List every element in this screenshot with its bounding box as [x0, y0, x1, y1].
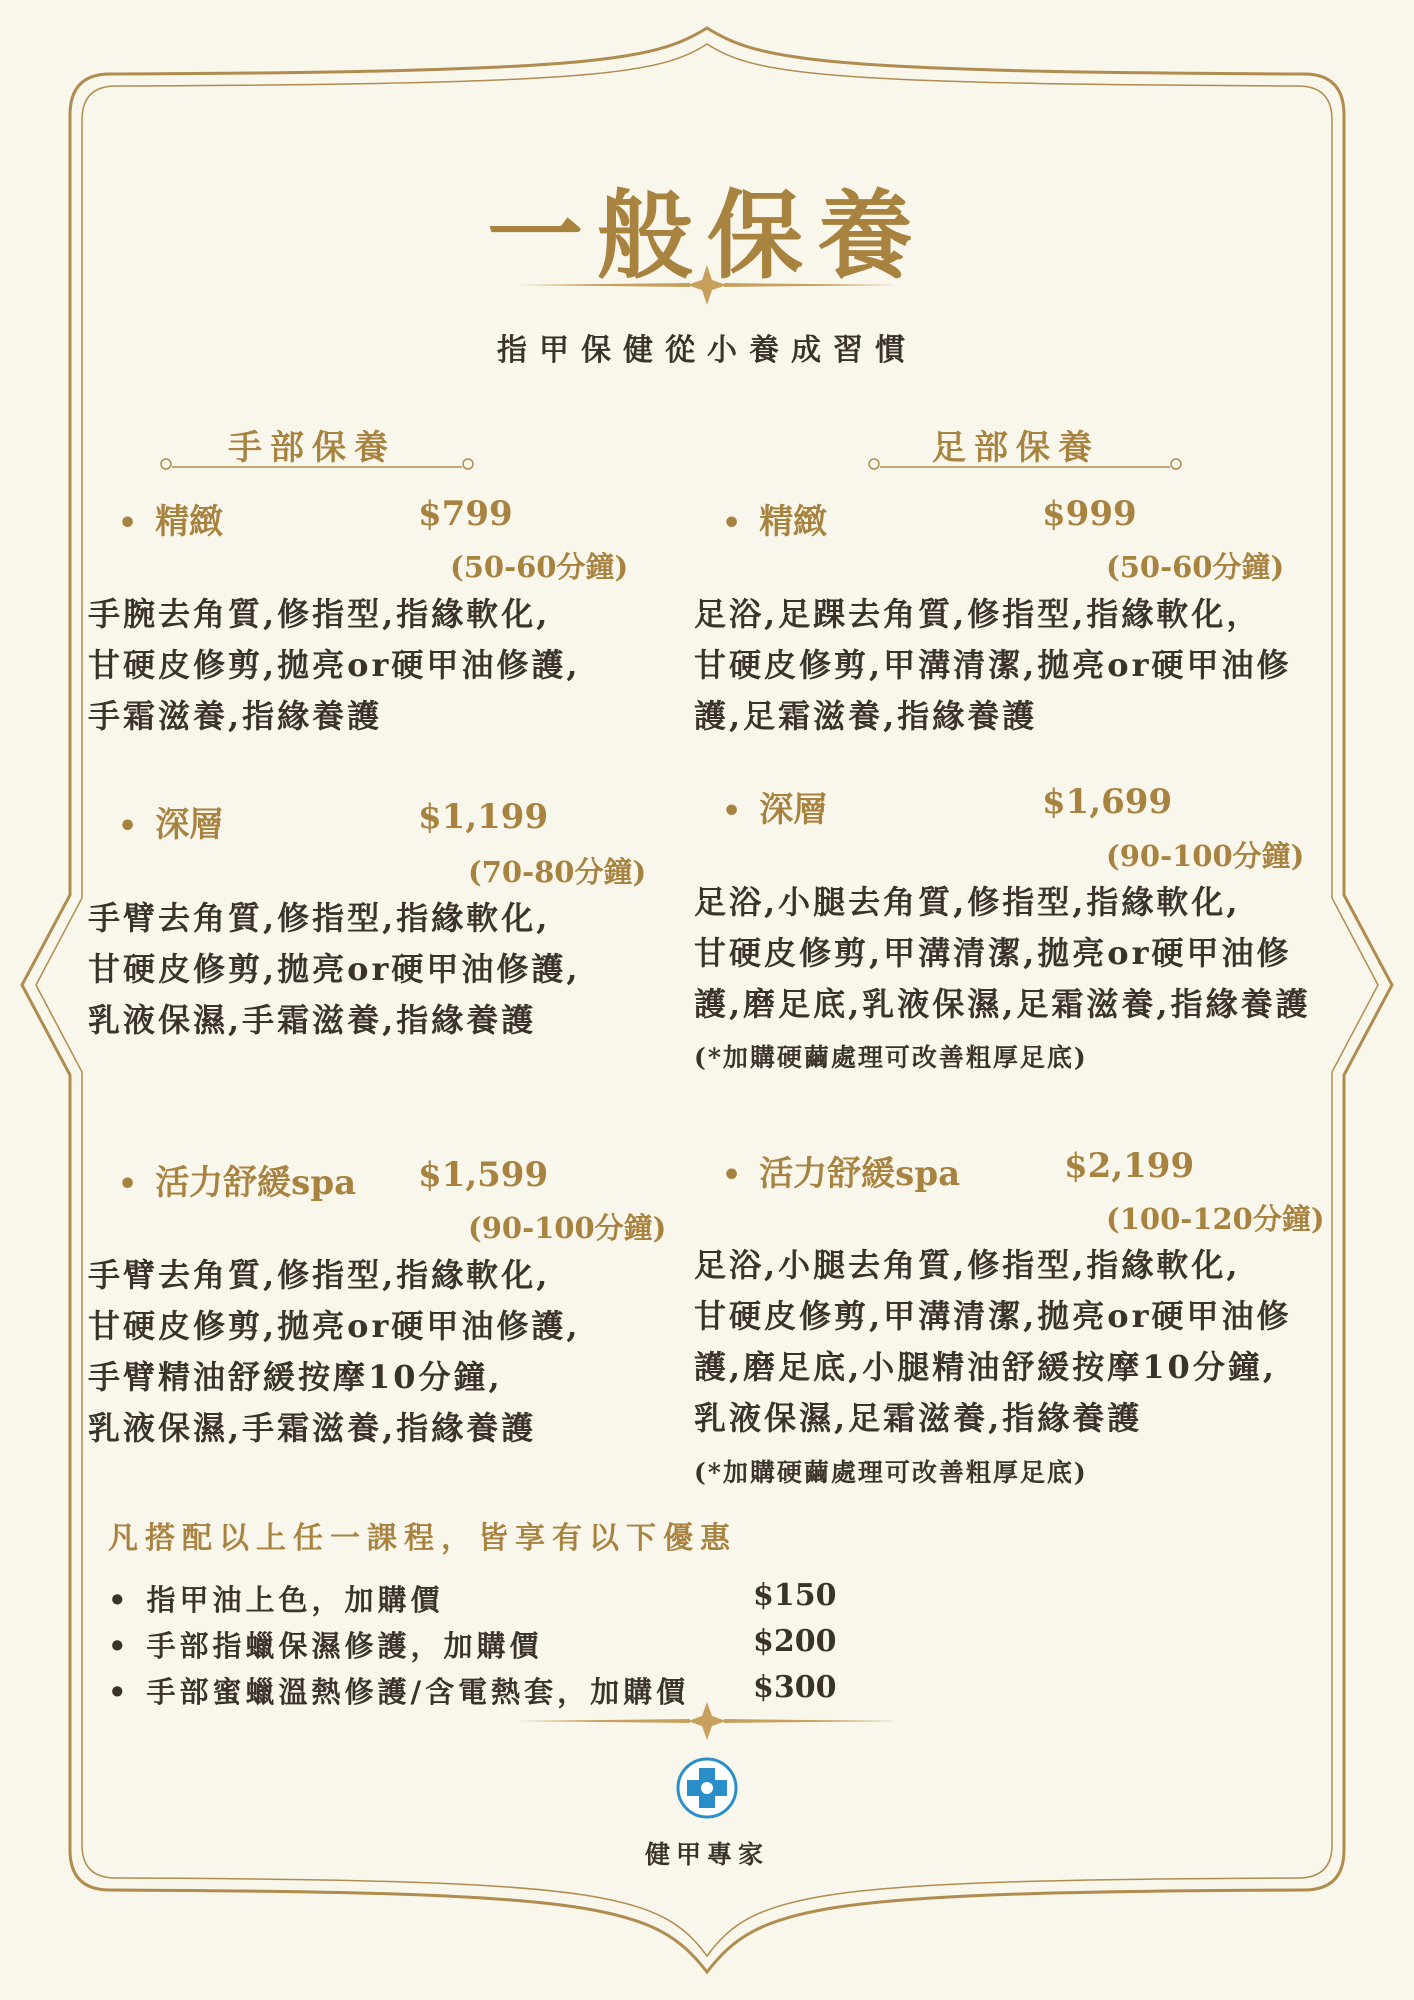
bullet-dot-icon: •	[108, 1675, 131, 1709]
addon-item	[108, 1578, 848, 1619]
bullet-dot-icon: •	[118, 809, 138, 844]
foot-item-note: (*加購硬繭處理可改善粗厚足底)	[694, 1458, 1088, 1487]
addon-heading: 凡搭配以上任一課程，皆享有以下優惠	[108, 1521, 737, 1556]
addon-price: $300	[753, 1670, 837, 1705]
addon-label: 手部指蠟保濕修護，加購價	[146, 1629, 543, 1663]
foot-item-description: 足浴,小腿去角質,修指型,指緣軟化, 甘硬皮修剪,甲溝清潔,拋亮or硬甲油修 護,磨足底,小腿精油舒緩按摩10分鐘, 乳液保濕,足霜滋養,指緣養護	[694, 1246, 1292, 1437]
addon-price: $150	[753, 1578, 837, 1613]
hand-item-description: 手臂去角質,修指型,指緣軟化, 甘硬皮修剪,拋亮or硬甲油修護, 手臂精油舒緩按摩10分鐘, 乳液保濕,手霜滋養,指緣養護	[88, 1256, 581, 1447]
hand-item-price: $1,599	[418, 1155, 549, 1195]
foot-item-price: $999	[1042, 494, 1137, 534]
hand-item-price: $799	[418, 494, 513, 534]
addon-item	[108, 1670, 848, 1711]
foot-item-price: $2,199	[1064, 1146, 1195, 1186]
hand-item-duration: (50-60分鐘)	[450, 550, 629, 584]
hand-item-name: • 活力舒緩spa	[118, 1163, 357, 1203]
bullet-dot-icon: •	[722, 794, 742, 829]
foot-item-duration: (50-60分鐘)	[1106, 550, 1285, 584]
bullet-dot-icon: •	[108, 1583, 131, 1617]
cross-logo-icon	[678, 1759, 736, 1817]
foot-item-name: • 深層	[722, 790, 828, 830]
hand-item-description: 手臂去角質,修指型,指緣軟化, 甘硬皮修剪,拋亮or硬甲油修護, 乳液保濕,手霜滋養,指緣養護	[88, 899, 581, 1039]
hand-item-description: 手腕去角質,修指型,指緣軟化, 甘硬皮修剪,拋亮or硬甲油修護, 手霜滋養,指緣養護	[88, 595, 581, 735]
page-title: 一般保養	[487, 179, 927, 292]
brand-name: 健甲專家	[644, 1840, 769, 1869]
bullet-dot-icon: •	[722, 506, 742, 541]
hand-item-duration: (70-80分鐘)	[468, 855, 647, 889]
addon-label: 指甲油上色，加購價	[146, 1583, 444, 1617]
hand-item-price: $1,199	[418, 797, 549, 837]
foot-item-duration: (100-120分鐘)	[1106, 1202, 1325, 1236]
bullet-dot-icon: •	[722, 1158, 742, 1193]
foot-item-duration: (90-100分鐘)	[1106, 839, 1305, 873]
bullet-dot-icon: •	[118, 506, 138, 541]
hand-section-heading: 手部保養	[228, 428, 396, 468]
addon-label: 手部蜜蠟溫熱修護/含電熱套，加購價	[146, 1675, 690, 1709]
bullet-dot-icon: •	[118, 1167, 138, 1202]
hand-item-duration: (90-100分鐘)	[468, 1211, 667, 1245]
foot-item-name: • 活力舒緩spa	[722, 1154, 961, 1194]
foot-item-name: • 精緻	[722, 502, 828, 542]
hand-item-name: • 精緻	[118, 502, 224, 542]
addon-price: $200	[753, 1624, 837, 1659]
foot-section-heading: 足部保養	[932, 428, 1100, 468]
foot-item-description: 足浴,小腿去角質,修指型,指緣軟化, 甘硬皮修剪,甲溝清潔,拋亮or硬甲油修 護,磨足底,乳液保濕,足霜滋養,指緣養護	[694, 883, 1311, 1023]
foot-item-price: $1,699	[1042, 782, 1173, 822]
page-subtitle: 指甲保健從小養成習慣	[497, 333, 917, 368]
hand-item-name: • 深層	[118, 805, 224, 845]
foot-item-description: 足浴,足踝去角質,修指型,指緣軟化， 甘硬皮修剪,甲溝清潔,拋亮or硬甲油修 護,足霜滋養,指緣養護	[694, 595, 1292, 735]
foot-item-note: (*加購硬繭處理可改善粗厚足底)	[694, 1043, 1088, 1072]
addon-item	[108, 1624, 848, 1665]
bullet-dot-icon: •	[108, 1629, 131, 1663]
